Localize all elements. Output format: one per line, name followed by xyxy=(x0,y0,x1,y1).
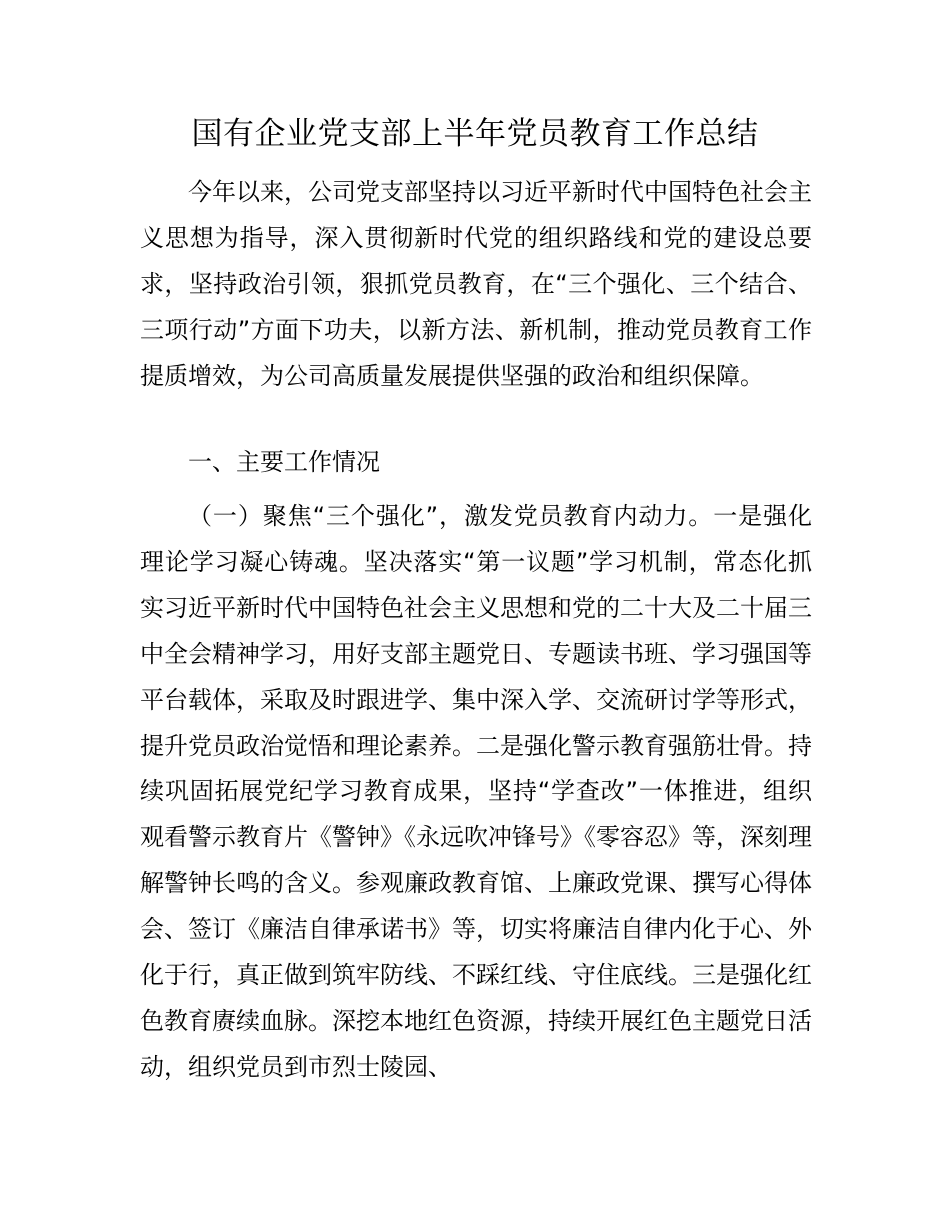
intro-paragraph: 今年以来，公司党支部坚持以习近平新时代中国特色社会主义思想为指导，深入贯彻新时代党的组织路线和党的建设总要求，坚持政治引领，狠抓党员教育，在“三个强化、三个结合、三项行动”方面下功夫，以新方法、新机制，推动党员教育工作提质增效，为公司高质量发展提供坚强的政治和组织保障。 xyxy=(140,178,812,390)
section-heading: 一、主要工作情况 xyxy=(188,448,380,476)
section-paragraph: （一）聚焦“三个强化”，激发党员教育内动力。一是强化理论学习凝心铸魂。坚决落实“第一议题”学习机制，常态化抓实习近平新时代中国特色社会主义思想和党的二十大及二十届三中全会精神学习，用好支部主题党日、专题读书班、学习强国等平台载体，采取及时跟进学、集中深入学、交流研讨学等形式，提升党员政治觉悟和理论素养。二是强化警示教育强筋壮骨。持续巩固拓展党纪学习教育成果，坚持“学查改”一体推进，组织观看警示教育片《警钟》《永远吹冲锋号》《零容忍》等，深刻理解警钟长鸣的含义。参观廉政教育馆、上廉政党课、撰写心得体会、签订《廉洁自律承诺书》等，切实将廉洁自律内化于心、外化于行，真正做到筑牢防线、不踩红线、守住底线。三是强化红色教育赓续血脉。深挖本地红色资源，持续开展红色主题党日活动，组织党员到市烈士陵园、 xyxy=(140,502,812,1081)
document-title: 国有企业党支部上半年党员教育工作总结 xyxy=(191,116,759,152)
